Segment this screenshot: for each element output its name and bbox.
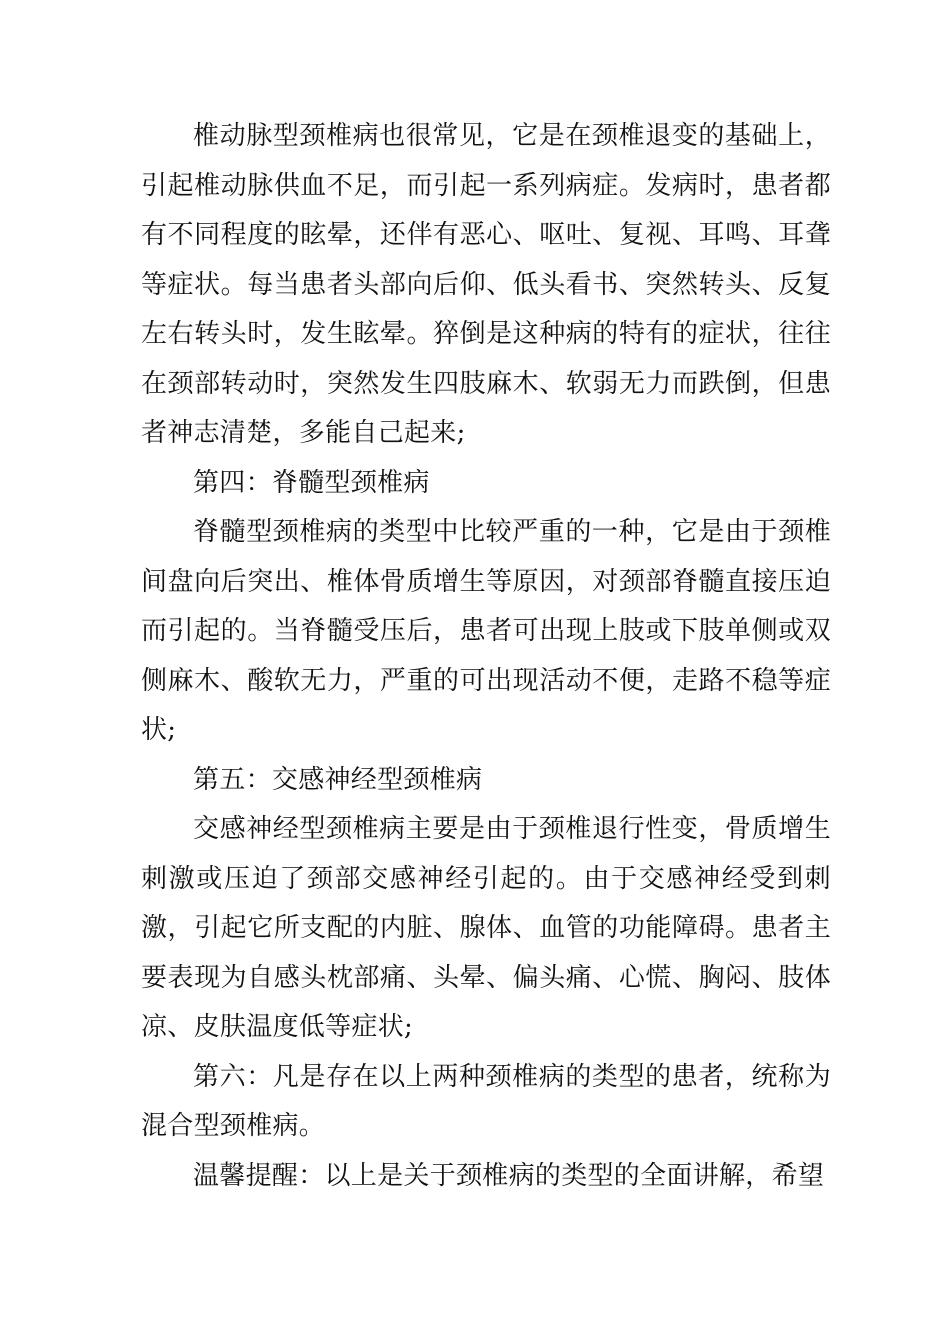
heading-myelopathy: 第四：脊髓型颈椎病 xyxy=(193,467,430,498)
paragraph-sympathetic: 交感神经型颈椎病主要是由于颈椎退行性变，骨质增生刺激或压迫了颈部交感神经引起的。由于交感神经受到刺激，引起它所支配的内脏、腺体、血管的功能障碍。患者主要表现为自感头枕部痛、头晕、偏头痛、心慌、胸闷、肢体凉、皮肤温度低等症状; xyxy=(141,814,831,1042)
paragraph-vertebral-artery: 椎动脉型颈椎病也很常见，它是在颈椎退变的基础上，引起椎动脉供血不足，而引起一系列病症。发病时，患者都有不同程度的眩晕，还伴有恶心、呕吐、复视、耳鸣、耳聋等症状。每当患者头部向后仰、低头看书、突然转头、反复左右转头时，发生眩晕。猝倒是这种病的特有的症状，往往在颈部转动时，突然发生四肢麻木、软弱无力而跌倒，但患者神志清楚，多能自己起来; xyxy=(141,121,831,448)
paragraph-reminder: 温馨提醒：以上是关于颈椎病的类型的全面讲解，希望 xyxy=(193,1160,825,1191)
paragraph-myelopathy: 脊髓型颈椎病的类型中比较严重的一种，它是由于颈椎间盘向后突出、椎体骨质增生等原因，对颈部脊髓直接压迫而引起的。当脊髓受压后，患者可出现上肢或下肢单侧或双侧麻木、酸软无力，严重的可出现活动不便，走路不稳等症状; xyxy=(141,517,831,745)
paragraph-mixed-type: 第六：凡是存在以上两种颈椎病的类型的患者，统称为混合型颈椎病。 xyxy=(141,1061,831,1141)
document-body xyxy=(141,112,831,1201)
heading-sympathetic: 第五：交感神经型颈椎病 xyxy=(193,764,483,795)
